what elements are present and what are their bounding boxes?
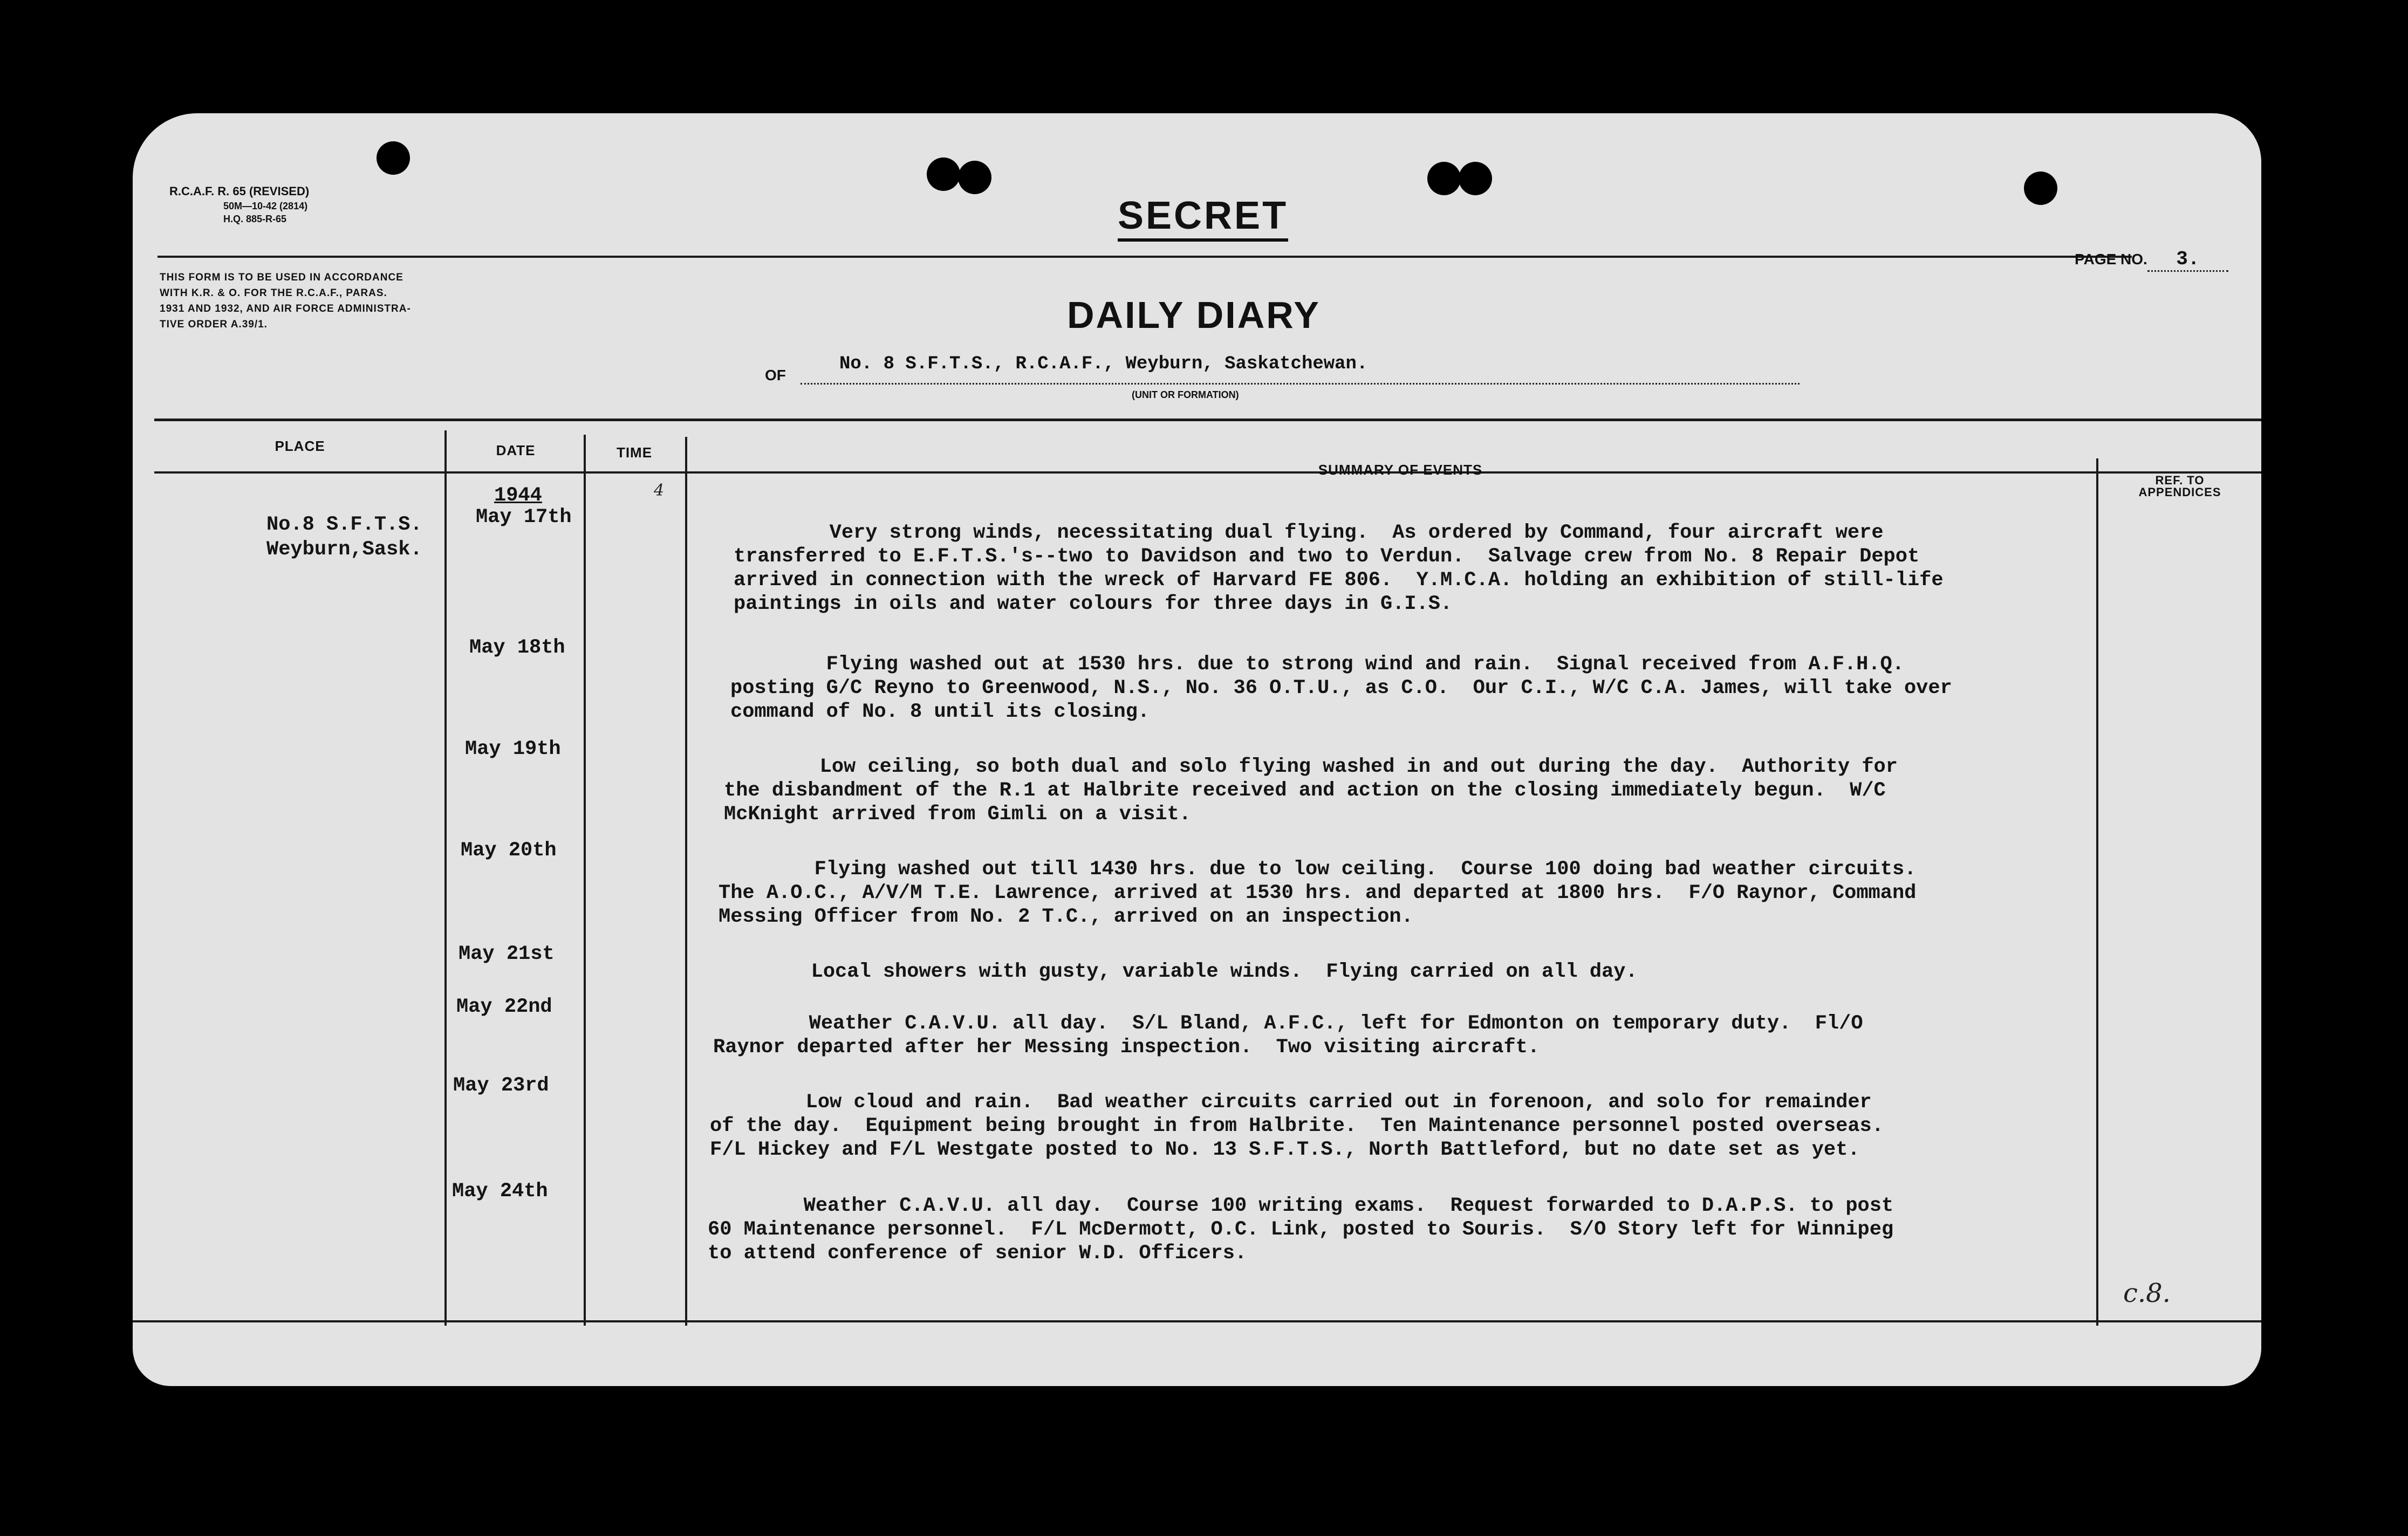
form-code: [169, 183, 309, 225]
punch-hole: [377, 141, 410, 175]
table-top-rule: [154, 419, 2261, 421]
unit-line: [801, 354, 1800, 385]
entry-date: May 18th: [469, 636, 565, 659]
punch-hole: [1459, 162, 1492, 195]
entry-summary: Weather C.A.V.U. all day. S/L Bland, A.F.C., left for Edmonton on temporary duty. Fl/O Raynor departed after her Messing inspection. Two visiting aircraft.: [713, 1012, 1863, 1059]
punch-hole: [2024, 172, 2057, 205]
entry-date: May 20th: [461, 839, 557, 862]
entry-date: May 17th: [476, 506, 572, 529]
entry-date: May 21st: [459, 943, 555, 965]
entry-summary: Very strong winds, necessitating dual flying. As ordered by Command, four aircraft were transferred to E.F.T.S.'s--two to Davidson and two to Verdun. Salvage crew from No. 8 Repair Depot arrived in connection with the wreck of Harvard FE 806. Y.M.C.A. holding an exhibition of still-life paintings in oils and water colours for three days in G.I.S.: [734, 522, 1944, 615]
column-header-ref: REF. TO APPENDICES: [2138, 474, 2221, 499]
entry-date: May 24th: [452, 1180, 548, 1203]
margin-note: c.8.: [2123, 1278, 2171, 1308]
column-header-date: DATE: [496, 442, 536, 458]
page-label: PAGE NO.: [2075, 251, 2147, 268]
page-number-value: 3.: [2147, 248, 2228, 272]
form-instructions: THIS FORM IS TO BE USED IN ACCORDANCE WITH K.R. & O. FOR THE R.C.A.F., PARAS. 1931 AND 1932, AND AIR FORCE ADMINISTRA- TIVE ORDER A.39/1.: [160, 272, 411, 330]
form-code-line: 50M—10-42 (2814): [223, 201, 308, 211]
column-divider: [444, 430, 447, 1326]
of-label: OF: [765, 367, 786, 383]
entry-summary: Flying washed out at 1530 hrs. due to strong wind and rain. Signal received from A.F.H.Q. posting G/C Reyno to Greenwood, N.S., No. 36 O.T.U., as C.O. Our C.I., W/C C.A. James, will take over command of No. 8 until its closing.: [730, 653, 1952, 723]
entry-date: May 19th: [465, 738, 561, 760]
entry-date: May 22nd: [456, 996, 552, 1018]
punch-hole: [958, 161, 991, 194]
table-bottom-rule: [133, 1320, 2261, 1322]
entry-summary: Low cloud and rain. Bad weather circuits carried out in forenoon, and solo for remainder of the day. Equipment being brought in from Halbrite. Ten Maintenance personnel posted overseas. F/L Hickey and F/L Westgate posted to No. 13 S.F.T.S., North Battleford, but no date set as yet.: [710, 1091, 1884, 1161]
page-number: [2075, 248, 2228, 272]
form-code-line: H.Q. 885-R-65: [223, 214, 287, 224]
punch-hole: [1427, 162, 1461, 195]
place-cell: No.8 S.F.T.S. Weyburn,Sask.: [266, 513, 422, 561]
entry-summary: Weather C.A.V.U. all day. Course 100 writing exams. Request forwarded to D.A.P.S. to post 60 Maintenance personnel. F/L McDermott, O.C. Link, posted to Souris. S/O Story left for Winnipeg to attend conference of senior W.D. Officers.: [708, 1195, 1894, 1265]
form-code-line: R.C.A.F. R. 65 (REVISED): [169, 184, 310, 198]
classification-stamp: SECRET: [1118, 194, 1288, 242]
header-rule: [158, 256, 2132, 258]
entry-summary: Flying washed out till 1430 hrs. due to low ceiling. Course 100 doing bad weather circuits. The A.O.C., A/V/M T.E. Lawrence, arrived at 1530 hrs. and departed at 1800 hrs. F/O Raynor, Command Messing Officer from No. 2 T.C., arrived on an inspection.: [719, 858, 1917, 928]
unit-caption: (UNIT OR FORMATION): [1132, 389, 1239, 400]
column-divider: [685, 437, 687, 1326]
page-title: DAILY DIARY: [1067, 294, 1321, 336]
entry-date: May 23rd: [453, 1074, 549, 1097]
column-divider: [2096, 458, 2098, 1326]
unit-name: No. 8 S.F.T.S., R.C.A.F., Weyburn, Saskatchewan.: [839, 354, 1368, 374]
column-header-place: PLACE: [275, 438, 325, 454]
column-divider: [584, 435, 586, 1326]
year-label: 1944: [494, 484, 542, 507]
column-header-summary: SUMMARY OF EVENTS: [1318, 462, 1483, 478]
diary-card: [133, 113, 2261, 1386]
time-mark: 4: [654, 481, 665, 500]
entry-summary: Local showers with gusty, variable winds. Flying carried on all day.: [715, 961, 1638, 983]
entry-summary: Low ceiling, so both dual and solo flying washed in and out during the day. Authority for the disbandment of the R.1 at Halbrite received and action on the closing immediately begun. W/C McKnight arrived from Gimli on a visit.: [724, 756, 1898, 826]
punch-hole: [927, 157, 960, 191]
column-header-time: TIME: [616, 444, 653, 461]
